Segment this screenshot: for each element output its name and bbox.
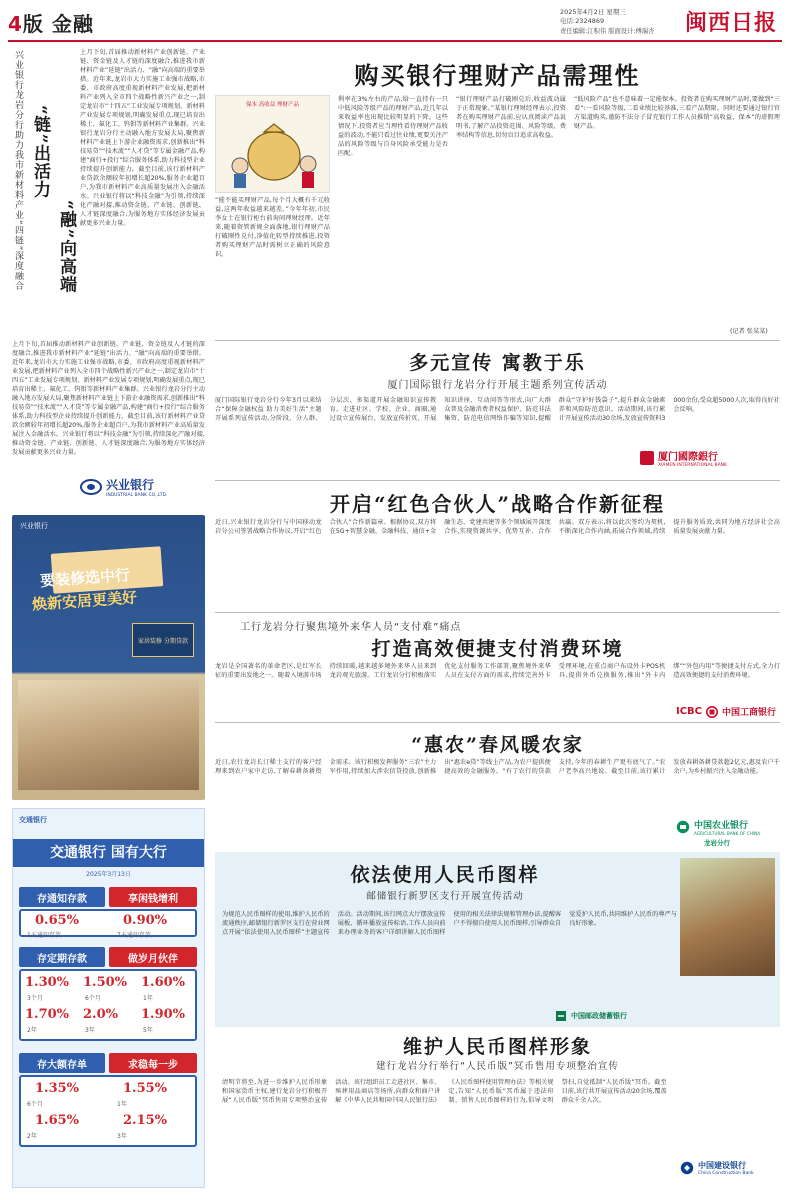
bocom-sec2-right: 做岁月伙伴	[109, 947, 197, 967]
bocom-ad-bank: 交通银行	[19, 816, 47, 824]
xiamen-story-title: 多元宣传 寓教于乐	[409, 352, 586, 374]
cib-name: 兴业银行	[106, 478, 155, 492]
left-story-title-2: “融”向高端	[56, 200, 76, 294]
cib-logo	[80, 476, 167, 498]
bocom-sec2-label: 6个月	[85, 995, 101, 1002]
left-story-subtitle: 兴业银行龙岩分行助力我市新材料产业“四链”深度融合	[13, 50, 23, 292]
bocom-sec1-label: 7天通知存款	[117, 932, 151, 939]
psbc-logo	[555, 1010, 627, 1022]
wealth-col4: “低风险产品”也不意味着一定能保本。投资者在购买理财产品时,要做到“三看”:一看风险等级,二看业绩比较基准,三看产品期限。同时还要通过银行官方渠道购买,谨防不法分子冒充银行工作人员推销“高收益、保本”的虚假理财产品。	[574, 96, 780, 130]
abc-story-body: 近日,农行龙岩长汀稀土支行的客户经理来到农户家中走访,了解春耕备耕资金需求。该行积极发挥服务“三农”主力军作用,持续加大涉农信贷投放,创新推出“惠农e贷”等线上产品,为农户提供便捷高效的金融服务。“有了农行的贷款支持,今年的春耕生产更有底气了。”农户老李高兴地说。截至目前,该行累计发放春耕备耕贷款超2亿元,惠及农户千余户,为乡村振兴注入金融动能。	[215, 759, 780, 775]
bocom-sec2-rate: 1.70%	[25, 1007, 70, 1022]
abc-story-title: “惠农”春风暖农家	[411, 734, 584, 756]
xiamen-bank-name: 厦门國際銀行	[658, 452, 718, 463]
cib-ad-headline-1: 要装修选中行	[39, 565, 131, 591]
bocom-sec1-rate: 0.90%	[123, 913, 168, 928]
bocom-sec3-left: 存大额存单	[19, 1053, 105, 1073]
xiamen-bank-emblem-icon	[640, 451, 654, 465]
bocom-sec3-label: 2年	[27, 1133, 37, 1140]
bocom-sec3-rate: 1.35%	[35, 1081, 80, 1096]
bocom-sec2-label: 5年	[143, 1027, 153, 1034]
wealth-col2: 利率在3%左右的产品,给一直持有一只中低风险等级产品的理财产品,近几年以来收益率也出现比较明显的下降。这些情况下,投资者应当理性看待理财产品收益的波动,不能只看过往业绩,更要关注产品的风险等级与自身风险承受能力是否匹配。	[338, 96, 448, 157]
cib-ad-note: 家居装修 分期贷款	[132, 623, 194, 657]
left-story-body: 上月下旬,首届推动新材料产业创新链、产业链、资金链及人才链的深度融合,推进我市新材料产业“延链”出活力、“融”向高端的重要举措。近年来,龙岩市大力实施工业强市战略,市委、市政府高度重视新材料产业发展,把新材料产业列入全市四个战略性新兴产业之一,制定龙岩市“十四五”工业发展专项规划、新材料产业发展专项规划,明确发展重点,现已培育出稀土、氟化工、钨钼等新材料产业集群。兴业银行龙岩分行主动融入地方发展大局,聚焦新材料产业链上下游企业融资需求,创新推出“科技易贷”“技术流”“人才贷”等专属金融产品,构建“商行+投行”综合服务体系,助力科技型企业持续提升创新能力。截至目前,该行新材料产业贷款余额较年初增长超20%,服务企业超百户,为我市新材料产业高质量发展注入金融活水。兴业银行将以“科技金融”为引领,持续深化产融对接,推动资金链、产业链、创新链、人才链深度融合,为服务地方实体经济发展贡献更多兴业力量。	[80, 49, 205, 227]
ccb-story-body: 清明节将至,为进一步维护人民币形象和国家货币主权,建行龙岩分行积极开展“人民币版”冥币售用专项整治宣传活动。该行组织员工走进社区、集市、殡葬用品商店等场所,向群众和商户讲解《中华人民共和国中国人民银行法》《人民币图样使用管理办法》等相关规定,告知“人民币版”冥币属于违法印制、销售人民币图样的行为,倡导文明祭扫,自觉抵制“人民币版”冥币。截至目前,该行共开展宣传活动20余场,覆盖群众千余人次。	[222, 1079, 667, 1104]
bocom-sec3-label: 6个月	[27, 1101, 43, 1108]
left-story-body-cont: 上月下旬,首届推动新材料产业创新链、产业链、资金链及人才链的深度融合,推进我市新材料产业“延链”出活力、“融”向高端的重要举措。近年来,龙岩市大力实施工业强市战略,市委、市政府高度重视新材料产业发展,把新材料产业列入全市四个战略性新兴产业之一,制定龙岩市“十四五”工业发展专项规划、新材料产业发展专项规划,明确发展重点,现已培育出稀土、氟化工、钨钼等新材料产业集群。兴业银行龙岩分行主动融入地方发展大局,聚焦新材料产业链上下游企业融资需求,创新推出“科技易贷”“技术流”“人才贷”等专属金融产品,构建“商行+投行”综合服务体系,助力科技型企业持续提升创新能力。截至目前,该行新材料产业贷款余额较年初增长超20%,服务企业超百户,为我市新材料产业高质量发展注入金融活水。兴业银行将以“科技金融”为引领,持续深化产融对接,推动资金链、产业链、创新链、人才链深度融合,为服务地方实体经济发展贡献更多兴业力量。	[12, 341, 205, 456]
phone-text: 电话:2324869	[560, 17, 605, 25]
divider	[215, 480, 780, 481]
xiamen-bank-name-en: XIAMEN INTERNATIONAL BANK	[658, 463, 728, 468]
divider	[215, 722, 780, 723]
bocom-ad-date: 2025年3月13日	[86, 871, 131, 878]
icbc-story-title: 打造高效便捷支付消费环境	[371, 638, 624, 660]
bocom-sec1-label: 1天通知存款	[27, 932, 61, 939]
money-bag-icon	[216, 96, 329, 192]
bocom-sec3-rate: 2.15%	[123, 1113, 168, 1128]
abc-branch: 龙岩分行	[704, 839, 730, 847]
date-text: 2025年4月2日 星期三	[560, 8, 626, 16]
ccb-story-subtitle: 建行龙岩分行举行“人民币版”冥币售用专项整治宣传	[376, 1061, 619, 1072]
bocom-sec2-rate: 1.30%	[25, 975, 70, 990]
icbc-logo	[676, 705, 776, 718]
psbc-story-photo	[680, 858, 775, 976]
psbc-story-title: 依法使用人民币图样	[350, 864, 540, 886]
page-number: 4	[8, 12, 23, 36]
ccb-story-title: 维护人民币图样形象	[402, 1036, 592, 1058]
bocom-sec2-label: 3年	[85, 1027, 95, 1034]
ccb-emblem-icon	[680, 1161, 694, 1175]
bocom-ad-title: 交通银行 国有大行	[13, 839, 204, 867]
left-story-title-1: “链”出活力	[30, 105, 50, 199]
bocom-sec2-label: 3个月	[27, 995, 43, 1002]
wealth-story-title: 购买银行理财产品需理性	[354, 61, 641, 90]
cib-emblem-icon	[80, 479, 102, 495]
xiamen-story-body: 厦门国际银行龙岩分行今年3月以来结合“保障金融权益 助力美好生活”主题开展系列宣传活动,分阶段、分人群、分层次、多渠道开展金融知识宣传教育。走进社区、学校、企业、商圈,通过设立宣传展台、发放宣传折页、开展知识讲座、互动问答等形式,向广大群众普及金融消费者权益保护、防范非法集资、防范电信网络诈骗等知识,提醒群众“守护好钱袋子”,提升群众金融素养和风险防范意识。活动期间,该行累计开展宣传活动30余场,发放宣传资料3000余份,受众超5000人次,取得良好社会反响。	[215, 397, 780, 422]
bocom-sec2-label: 1年	[143, 995, 153, 1002]
wealth-cartoon	[215, 95, 330, 193]
bocom-sec2-rate: 1.60%	[141, 975, 186, 990]
icbc-story-body: 龙岩是全国著名的革命老区,是红军长征的重要出发地之一。随着入境游市场持续回暖,越来越多境外来华人员来到龙岩观光旅游。工行龙岩分行积极落实优化支付服务工作部署,聚焦境外来华人员在支付方面的需求,持续完善外卡受理环境,在重点商户布设外卡POS机具,提供外币兑换服务,推出“外卡内绑”“外包内用”等便捷支付方式,全力打造高效便捷的支付消费环境。	[215, 663, 780, 679]
date-line	[560, 8, 675, 26]
bocom-sec3-rate: 1.55%	[123, 1081, 168, 1096]
bocom-sec3-label: 3年	[117, 1133, 127, 1140]
bocom-sec3-label: 1年	[117, 1101, 127, 1108]
icbc-code: ICBC	[676, 706, 703, 717]
wealth-credit: (记者 张某某)	[730, 328, 768, 335]
bocom-sec1-right: 享闲钱增利	[109, 887, 197, 907]
bocom-sec2-rate: 2.0%	[83, 1007, 118, 1022]
icbc-story-lead: 工行龙岩分行聚焦境外来华人员“支付难”痛点	[240, 622, 462, 633]
cib-ad-headline-2: 焕新安居更美好	[31, 588, 138, 614]
bocom-sec1-left: 存通知存款	[19, 887, 105, 907]
psbc-story-subtitle: 邮储银行新罗区支行开展宣传活动	[366, 891, 524, 902]
wealth-col1: “能不能买理财产品,每个月大概有千元收益,这两年收益越来越差。”今年年初,市民李女士在银行柜台前询问理财经理。近年来,随着资管新规全面落地,银行理财产品打破刚性兑付,净值化转型持续推进,投资者购买理财产品时需树立正确的风险意识。	[215, 197, 330, 258]
xiamen-story-subtitle: 厦门国际银行龙岩分行开展主题系列宣传活动	[387, 380, 608, 391]
psbc-story-body: 为规范人民币图样的使用,维护人民币的流通秩序,邮储银行新罗区支行在营业网点开展“依法使用人民币图样”主题宣传活动。活动期间,该行网点大厅摆放宣传展板、循环播放宣传标语,工作人员向前来办理业务的客户详细讲解人民币图样使用的相关法律法规和管理办法,提醒客户不得擅自使用人民币图样,引导群众自觉爱护人民币,共同维护人民币的尊严与良好形象。	[222, 911, 677, 936]
bocom-sec2-rate: 1.50%	[83, 975, 128, 990]
icbc-name: 中国工商银行	[722, 708, 777, 718]
ccb-name-en: China Construction Bank	[698, 1171, 754, 1176]
bocom-ad[interactable]	[12, 808, 205, 1188]
bocom-sec3-rate: 1.65%	[35, 1113, 80, 1128]
staff-line: 责任编辑:江积伟 版面设计:傅瑞杏	[560, 28, 655, 35]
divider	[215, 340, 780, 341]
edition-label	[8, 8, 94, 37]
ccb-name: 中国建设银行	[698, 1161, 746, 1170]
cib-ad[interactable]	[12, 515, 205, 800]
newspaper-logo: 闽西日报	[685, 10, 778, 36]
section-name: 版 金融	[22, 12, 94, 36]
header-rule	[8, 40, 782, 42]
wealth-col3: “银行理财产品打破刚兑后,收益波动属于正常现象。”某银行理财经理表示,投资者在购买理财产品前,应认真阅读产品说明书,了解产品投资范围、风险等级、费率结构等信息,切勿盲目追求高收益。	[456, 96, 566, 139]
psbc-name: 中国邮政储蓄银行	[571, 1012, 627, 1020]
xiamen-bank-logo	[640, 448, 727, 468]
cib-ad-bank: 兴业银行	[20, 522, 48, 530]
icbc-emblem-icon	[706, 706, 718, 718]
bocom-sec2-left: 存定期存款	[19, 947, 105, 967]
wealth-cartoon-caption: 保本 高收益 理财产品	[246, 102, 299, 108]
cib-name-en: INDUSTRIAL BANK CO.,LTD.	[106, 493, 168, 498]
bocom-sec3-right: 求稳每一步	[109, 1053, 197, 1073]
abc-emblem-icon	[676, 820, 690, 834]
bocom-sec2-label: 2年	[27, 1027, 37, 1034]
ccb-logo	[680, 1160, 754, 1176]
bocom-sec1-rate: 0.65%	[35, 913, 80, 928]
divider	[215, 612, 780, 613]
partner-story-body: 近日,兴业银行龙岩分行与中国移动龙岩分公司签署战略合作协议,开启“红色合伙人”合作新篇章。根据协议,双方将在5G+智慧金融、金融科技、通信+金融生态、党建共建等多个领域展开深度合作,实现资源共享、优势互补、合作共赢。双方表示,将以此次签约为契机,不断深化合作内涵,拓展合作领域,持续提升服务质效,共同为地方经济社会高质量发展贡献力量。	[215, 519, 780, 535]
psbc-emblem-icon	[555, 1010, 567, 1022]
abc-logo	[676, 818, 760, 836]
cib-ad-interior-image	[18, 680, 199, 790]
partner-story-title: 开启“红色合伙人”战略合作新征程	[329, 492, 665, 516]
abc-name-en: AGRICULTURAL BANK OF CHINA	[694, 831, 761, 836]
abc-name: 中国农业银行	[694, 821, 749, 831]
bocom-sec2-rate: 1.90%	[141, 1007, 186, 1022]
